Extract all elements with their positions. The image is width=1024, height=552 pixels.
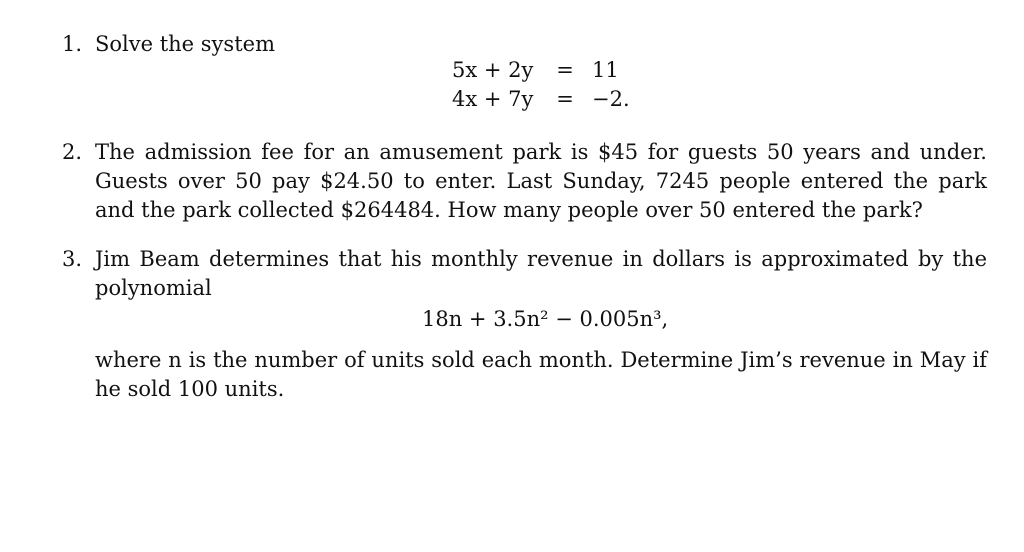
equals-sign: =: [556, 58, 574, 82]
problem-continuation: where n is the number of units sold each month. Determine Jim’s revenue in May if he sold 100 units.: [95, 348, 987, 401]
problem-text: Solve the system: [95, 32, 275, 56]
problem-2: [62, 138, 987, 225]
equation-lhs: 4x + 7y: [452, 87, 534, 111]
problem-1: [62, 30, 987, 59]
problem-number: 1.: [62, 32, 83, 56]
equation-system: [452, 56, 652, 114]
equation-row: [452, 56, 652, 85]
problem-text: Jim Beam determines that his monthly revenue in dollars is approximated by the polynomial: [95, 247, 987, 300]
equation-row: [452, 85, 652, 114]
equation-rhs: 11: [592, 58, 619, 82]
polynomial-expression: 18n + 3.5n² − 0.005n³,: [422, 307, 669, 331]
equals-sign: =: [556, 87, 574, 111]
problem-number: 2.: [62, 140, 83, 164]
equation-rhs: −2.: [592, 87, 630, 111]
problem-text: The admission fee for an amusement park is $45 for guests 50 years and under. Guests over 50 pay $24.50 to enter. Last Sunday, 7245 people entered the park and the park collected $264484. How many people over 50 entered the park?: [95, 140, 987, 222]
equation-lhs: 5x + 2y: [452, 58, 534, 82]
problem-3: [62, 245, 987, 303]
problem-number: 3.: [62, 247, 83, 271]
